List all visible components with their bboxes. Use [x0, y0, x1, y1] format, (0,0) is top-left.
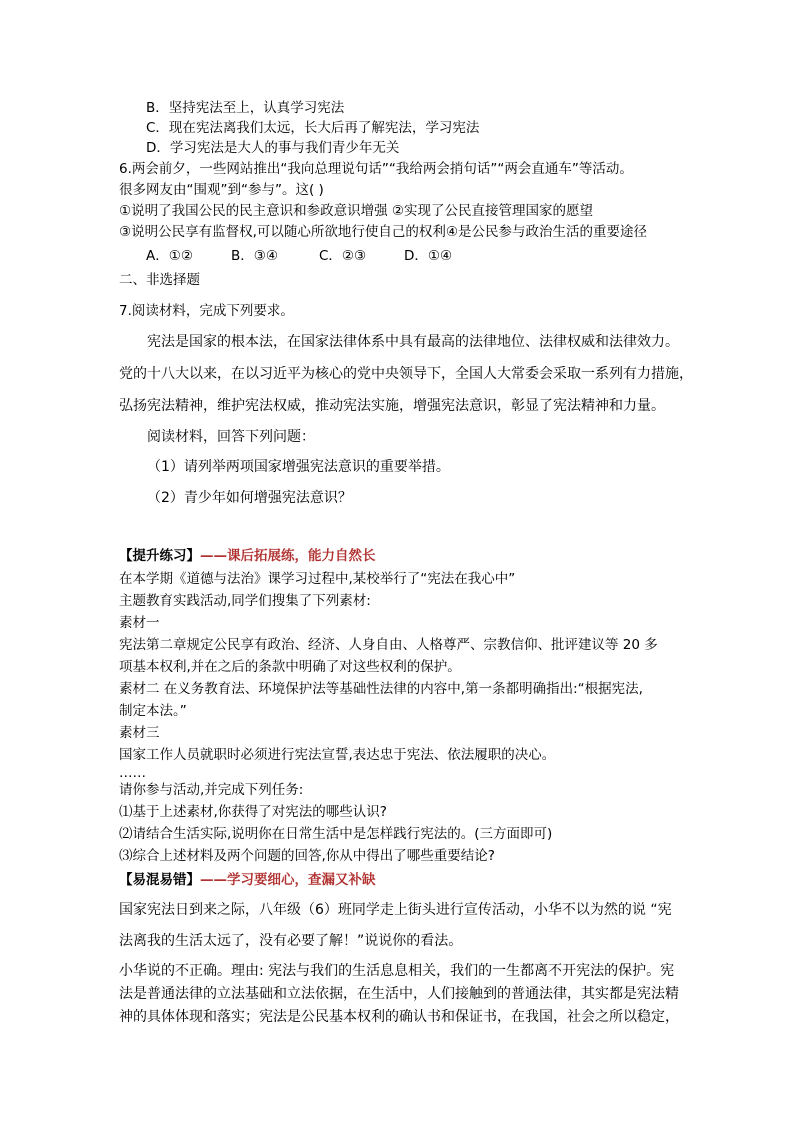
q6-statement-line2: ③说明公民享有监督权,可以随心所欲地行使自己的权利④是公民参与政治生活的重要途径: [119, 224, 647, 240]
yihun-accent-text: ——学习要细心，查漏又补缺: [200, 872, 376, 888]
ellipsis: ……: [119, 765, 146, 781]
tisheng-accent-text: ——课后拓展练，能力自然长: [200, 548, 376, 564]
yihun-answer-line3: 神的具体体现和落实；宪法是公民基本权利的确认书和保证书，在我国，社会之所以稳定，: [119, 1009, 679, 1025]
material3-line1: 国家工作人员就职时必须进行宪法宣誓,表达忠于宪法、依法履职的决心。: [119, 747, 556, 763]
q5-option-b: B．坚持宪法至上，认真学习宪法: [146, 100, 345, 116]
q7-title: 7.阅读材料，完成下列要求。: [119, 303, 294, 319]
task-1: ⑴基于上述素材,你获得了对宪法的哪些认识?: [119, 804, 387, 820]
material3-title: 素材三: [119, 725, 160, 741]
task-3: ⑶综合上述材料及两个问题的回答,你从中得出了哪些重要结论?: [119, 848, 495, 864]
q6-stem-line1: 6.两会前夕，一些网站推出“我向总理说句话”“我给两会捎句话”“两会直通车”等活动。: [119, 161, 633, 177]
material2-line2: 制定本法。”: [119, 703, 187, 719]
q6-options: [146, 244, 452, 264]
q7-sub1: （1）请列举两项国家增强宪法意识的重要举措。: [147, 459, 450, 475]
tisheng-intro-line1: 在本学期《道德与法治》课学习过程中,某校举行了“宪法在我心中”: [119, 571, 516, 587]
q6-option-c: C．②③: [319, 248, 367, 264]
material2-line1: 素材二 在义务教育法、环境保护法等基础性法律的内容中,第一条都明确指出:“根据宪法,: [119, 681, 643, 697]
yihun-question-line2: 法离我的生活太远了，没有必要了解！”说说你的看法。: [119, 933, 463, 949]
yihun-question-line1: 国家宪法日到来之际，八年级（6）班同学走上街头进行宣传活动，小华不以为然的说 “宪: [119, 902, 672, 918]
section-title: 二、非选择题: [119, 272, 200, 288]
yihun-heading: [119, 871, 376, 889]
q6-option-a: A．①②: [146, 248, 193, 264]
q5-option-c: C．现在宪法离我们太远，长大后再了解宪法，学习宪法: [146, 120, 480, 136]
material1-line1: 宪法第二章规定公民享有政治、经济、人身自由、人格尊严、宗教信仰、批评建议等 20 多: [119, 637, 658, 653]
q7-material-line3: 弘扬宪法精神，维护宪法权威，推动宪法实施，增强宪法意识，彰显了宪法精神和力量。: [119, 398, 665, 414]
q6-stem-line2: 很多网友由“围观”到“参与”。这( ): [119, 182, 324, 198]
material1-title: 素材一: [119, 615, 160, 631]
q7-sub2: （2）青少年如何增强宪法意识？: [147, 490, 352, 506]
task-2: ⑵请结合生活实际,说明你在日常生活中是怎样践行宪法的。(三方面即可): [119, 826, 553, 842]
q7-prompt: 阅读材料，回答下列问题：: [147, 429, 315, 445]
yihun-answer-line2: 法是普通法律的立法基础和立法依据，在生活中，人们接触到的普通法律，其实都是宪法精: [119, 986, 679, 1002]
q6-statement-line1: ①说明了我国公民的民主意识和参政意识增强 ②实现了公民直接管理国家的愿望: [119, 203, 593, 219]
q5-option-d: D．学习宪法是大人的事与我们青少年无关: [146, 140, 400, 156]
tisheng-bracket-title: 【提升练习】: [119, 548, 200, 564]
q7-material-line1: 宪法是国家的根本法，在国家法律体系中具有最高的法律地位、法律权威和法律效力。: [147, 334, 679, 350]
q7-material-line2: 党的十八大以来，在以习近平为核心的党中央领导下，全国人大常委会采取一系列有力措施，: [119, 366, 693, 382]
q6-option-b: B．③④: [231, 248, 278, 264]
task-intro: 请你参与活动,并完成下列任务:: [119, 782, 304, 798]
yihun-bracket-title: 【易混易错】: [119, 872, 200, 888]
q6-option-d: D．①④: [404, 248, 453, 264]
tisheng-intro-line2: 主题教育实践活动,同学们搜集了下列素材:: [119, 593, 371, 609]
yihun-answer-line1: 小华说的不正确。理由: 宪法与我们的生活息息相关，我们的一生都离不开宪法的保护。宪: [119, 963, 675, 979]
material1-line2: 项基本权利,并在之后的条款中明确了对这些权利的保护。: [119, 659, 461, 675]
tisheng-heading: [119, 547, 376, 565]
